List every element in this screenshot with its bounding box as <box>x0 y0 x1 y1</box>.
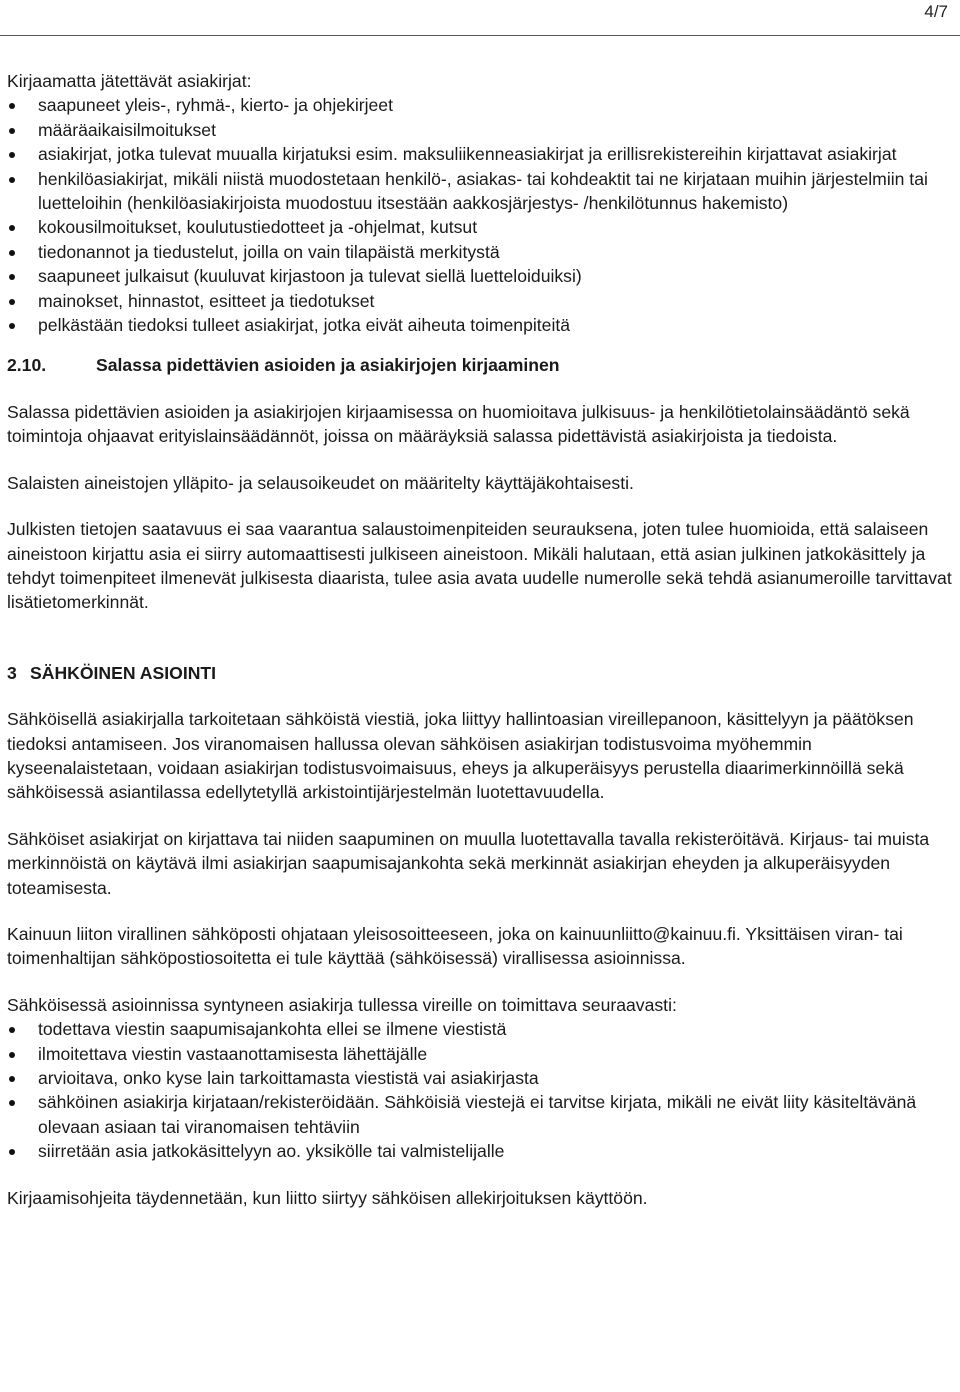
list-item: ilmoitettava viestin vastaanottamisesta lähettäjälle <box>7 1042 955 1066</box>
paragraph: Kainuun liiton virallinen sähköposti ohjataan yleisosoitteeseen, joka on kainuunliitto@kainuu.fi. Yksittäisen viran- tai toimenhaltijan sähköpostiosoitetta ei tule käyttää (sähköisessä) virallisessa asioinnissa. <box>7 923 903 969</box>
list-title: Kirjaamatta jätettävät asiakirjat: <box>7 71 252 91</box>
section-number: 2.10. <box>7 355 47 376</box>
section-heading-2-10 <box>7 353 955 377</box>
paragraph: Salassa pidettävien asioiden ja asiakirjojen kirjaamisessa on huomioitava julkisuus- ja henkilötietolainsäädäntö sekä toimintoja ohjaavat erityislainsäädännöt, joissa on määräyksiä salassa pidettävistä asiakirjoista ja tiedoista. <box>7 401 910 447</box>
list-item: asiakirjat, jotka tulevat muualla kirjatuksi esim. maksuliikenneasiakirjat ja erillisrekistereihin kirjattavat asiakirjat <box>7 142 955 166</box>
closing-paragraph: Kirjaamisohjeita täydennetään, kun liitto siirtyy sähköisen allekirjoituksen käyttöön. <box>7 1187 648 1208</box>
section-heading-3 <box>7 661 955 685</box>
page-number: 4/7 <box>924 2 948 21</box>
document-body <box>7 69 955 1210</box>
section-title: SÄHKÖINEN ASIOINTI <box>30 662 217 683</box>
list-item: saapuneet yleis-, ryhmä-, kierto- ja ohjekirjeet <box>7 93 955 117</box>
list-item: kokousilmoitukset, koulutustiedotteet ja -ohjelmat, kutsut <box>7 215 955 239</box>
list-item: tiedonannot ja tiedustelut, joilla on vain tilapäistä merkitystä <box>7 240 955 264</box>
list-item: saapuneet julkaisut (kuuluvat kirjastoon ja tulevat siellä luetteloiduiksi) <box>7 264 955 288</box>
paragraph: Salaisten aineistojen ylläpito- ja selausoikeudet on määritelty käyttäjäkohtaisesti. <box>7 472 634 493</box>
list-intro: Sähköisessä asioinnissa syntyneen asiakirja tullessa vireille on toimittava seuraavasti: <box>7 994 677 1015</box>
list-item: pelkästään tiedoksi tulleet asiakirjat, jotka eivät aiheuta toimenpiteitä <box>7 313 955 337</box>
procedure-list <box>7 1017 955 1163</box>
paragraph: Sähköiset asiakirjat on kirjattava tai niiden saapuminen on muulla luotettavalla tavalla rekisteröitävä. Kirjaus- tai muista merkinnöistä on käytävä ilmi asiakirjan saapumisajankohta sekä merkinnät asiakirjan eheyden ja alkuperäisyyden toteamisesta. <box>7 828 930 898</box>
header-rule <box>0 35 960 36</box>
list-item: arvioitava, onko kyse lain tarkoittamasta viestistä vai asiakirjasta <box>7 1066 955 1090</box>
list-item: henkilöasiakirjat, mikäli niistä muodostetaan henkilö-, asiakas- tai kohdeaktit tai ne kirjataan muihin järjestelmiin tai luetteloihin (henkilöasiakirjoista muodostuu itsestään aakkosjärjestys- /henkilötunnus hakemisto) <box>7 167 955 216</box>
paragraph: Julkisten tietojen saatavuus ei saa vaarantua salaustoimenpiteiden seurauksena, joten tulee huomioida, että salaiseen aineistoon kirjattu asia ei siirry automaattisesti julkiseen aineistoon. Mikäli halutaan, että asian julkinen jatkokäsittely ja tehdyt toimenpiteet ilmenevät julkisesta diaarista, tulee asia avata uudelle numerolle sekä tehdä asianumeroille tarvittavat lisätietomerkinnät. <box>7 519 952 613</box>
section-number: 3 <box>7 662 17 683</box>
list-item: siirretään asia jatkokäsittelyyn ao. yksikölle tai valmistelijalle <box>7 1139 955 1163</box>
list-item: sähköinen asiakirja kirjataan/rekisteröidään. Sähköisiä viestejä ei tarvitse kirjata, mikäli ne eivät liity käsiteltävänä olevaan asiaan tai viranomaisen tehtäviin <box>7 1090 955 1139</box>
paragraph: Sähköisellä asiakirjalla tarkoitetaan sähköistä viestiä, joka liittyy hallintoasian vireillepanoon, käsittelyyn ja päätöksen tiedoksi antamiseen. Jos viranomaisen hallussa olevan sähköisen asiakirjan todistusvoima myöhemmin kyseenalaistetaan, voidaan asiakirjan todistusvoimaisuus, eheys ja alkuperäisyys perustella diaarimerkinnöillä sekä sähköisessä asiantilassa edellytetyllä arkistointijärjestelmän luotettavuudella. <box>7 709 914 803</box>
list-item: todettava viestin saapumisajankohta ellei se ilmene viestistä <box>7 1017 955 1041</box>
list-item: mainokset, hinnastot, esitteet ja tiedotukset <box>7 289 955 313</box>
section-title: Salassa pidettävien asioiden ja asiakirjojen kirjaaminen <box>96 355 560 376</box>
excluded-documents-list <box>7 93 955 337</box>
list-item: määräaikaisilmoitukset <box>7 118 955 142</box>
